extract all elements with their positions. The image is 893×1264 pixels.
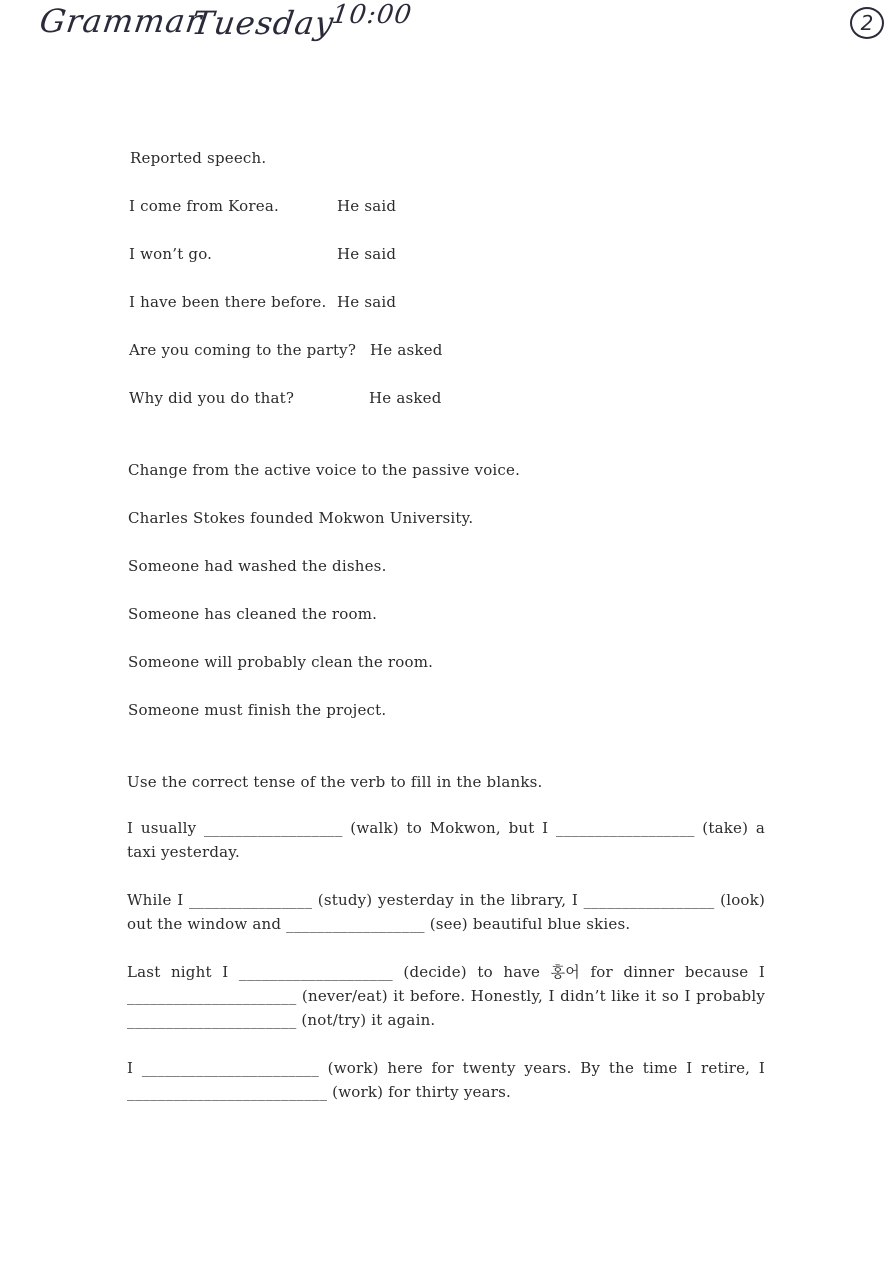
passive-item-5: Someone must finish the project. — [128, 701, 387, 719]
handwritten-time: 10:00 — [329, 0, 415, 30]
tense-heading: Use the correct tense of the verb to fill in the blanks. — [127, 773, 543, 791]
tense-paragraph-3: Last night I ____________________ (decide) to have 홍어 for dinner because I ______________________ (never/eat) it before. Honestly, I didn’t like it so I probably ______________________ (not/try) it again. — [127, 963, 765, 1029]
passive-voice-heading: Change from the active voice to the passive voice. — [128, 461, 521, 479]
reported-speech-heading: Reported speech. — [130, 149, 267, 167]
reported-sentence-3: I have been there before. — [129, 293, 327, 311]
handwritten-day: Tuesday — [189, 4, 337, 42]
tense-paragraph-4: I _______________________ (work) here for twenty years. By the time I retire, I __________________________ (work) for thirty years. — [127, 1059, 765, 1101]
passive-item-2: Someone had washed the dishes. — [128, 557, 387, 575]
tense-paragraph-2: While I ________________ (study) yesterday in the library, I _________________ (look) out the window and __________________ (see) beautiful blue skies. — [127, 891, 765, 933]
reported-sentence-1: I come from Korea. — [129, 197, 279, 215]
reported-prompt-4: He asked — [370, 341, 443, 359]
reported-prompt-5: He asked — [369, 389, 442, 407]
handwritten-title: Grammar — [37, 2, 205, 40]
reported-prompt-1: He said — [337, 197, 397, 215]
passive-item-3: Someone has cleaned the room. — [128, 605, 378, 623]
passive-item-4: Someone will probably clean the room. — [128, 653, 434, 671]
reported-prompt-2: He said — [337, 245, 397, 263]
passive-item-1: Charles Stokes founded Mokwon University. — [128, 509, 474, 527]
tense-paragraph-1: I usually __________________ (walk) to Mokwon, but I __________________ (take) a taxi yesterday. — [127, 819, 765, 861]
reported-sentence-2: I won’t go. — [129, 245, 213, 263]
reported-sentence-5: Why did you do that? — [129, 389, 295, 407]
page-number-circle: 2 — [850, 7, 884, 39]
reported-sentence-4: Are you coming to the party? — [129, 341, 357, 359]
reported-prompt-3: He said — [337, 293, 397, 311]
